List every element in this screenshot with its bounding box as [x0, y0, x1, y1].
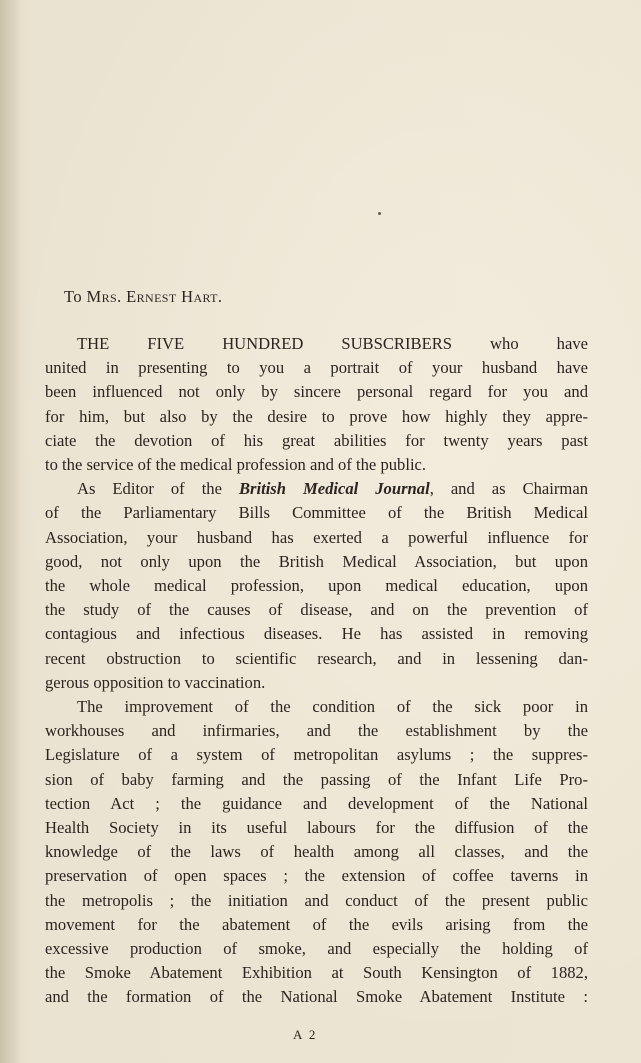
- text-line: contagious and infectious diseases. He has assisted in removing: [45, 624, 588, 644]
- text-line: tection Act ; the guidance and development of the National: [45, 793, 588, 813]
- text-line: sion of baby farming and the passing of the Infant Life Pro-: [45, 769, 588, 789]
- text-line: knowledge of the laws of health among all classes, and the: [45, 842, 588, 862]
- salutation-name: Mrs. Ernest Hart.: [86, 287, 223, 306]
- text-line: the study of the causes of disease, and on the prevention of: [45, 600, 588, 620]
- text-line: been influenced not only by sincere personal regard for you and: [45, 382, 588, 402]
- text-line: Association, your husband has exerted a powerful influence for: [45, 527, 588, 547]
- text-line: The improvement of the condition of the sick poor in: [77, 697, 588, 717]
- text-line: Health Society in its useful labours for the diffusion of the: [45, 818, 588, 838]
- salutation: [64, 287, 222, 307]
- text-line: united in presenting to you a portrait of your husband have: [45, 358, 588, 378]
- text-line: good, not only upon the British Medical Association, but upon: [45, 551, 588, 571]
- text-fragment: As Editor of the: [77, 479, 239, 499]
- text-line: the metropolis ; the initiation and conduct of the present public: [45, 890, 588, 910]
- text-line: preservation of open spaces ; the extension of coffee taverns in: [45, 866, 588, 886]
- text-line: workhouses and infirmaries, and the establishment by the: [45, 721, 588, 741]
- salutation-to: To: [64, 287, 87, 306]
- text-line: to the service of the medical profession and of the public.: [45, 455, 427, 475]
- text-line: for him, but also by the desire to prove how highly they appre-: [45, 406, 588, 426]
- ink-speck: [378, 212, 381, 215]
- text-line: recent obstruction to scientific research, and in lessening dan-: [45, 648, 588, 668]
- text-line: movement for the abatement of the evils arising from the: [45, 914, 588, 934]
- text-line-with-journal: [45, 477, 588, 501]
- journal-title: British Medical Journal: [238, 479, 430, 499]
- letter-body: [45, 332, 588, 1010]
- text-line: and the formation of the National Smoke Abatement Institute :: [45, 987, 588, 1007]
- paragraph-1: [45, 332, 588, 477]
- paragraph-3: [45, 695, 588, 1010]
- text-line: the Smoke Abatement Exhibition at South Kensington of 1882,: [45, 963, 588, 983]
- text-line: Legislature of a system of metropolitan asylums ; the suppres-: [45, 745, 588, 765]
- text-line: of the Parliamentary Bills Committee of the British Medical: [45, 503, 588, 523]
- text-fragment: , and as Chairman: [429, 479, 589, 499]
- gutter-shadow: [0, 0, 22, 1063]
- signature-mark: A 2: [293, 1027, 318, 1042]
- text-line: ciate the devotion of his great abilities for twenty years past: [45, 430, 588, 450]
- text-line: the whole medical profession, upon medical education, upon: [45, 576, 588, 596]
- text-line: THE FIVE HUNDRED SUBSCRIBERS who have: [77, 334, 588, 353]
- text-line: gerous opposition to vaccination.: [45, 672, 266, 692]
- paragraph-2: [45, 477, 588, 695]
- text-line: excessive production of smoke, and especially the holding of: [45, 939, 588, 959]
